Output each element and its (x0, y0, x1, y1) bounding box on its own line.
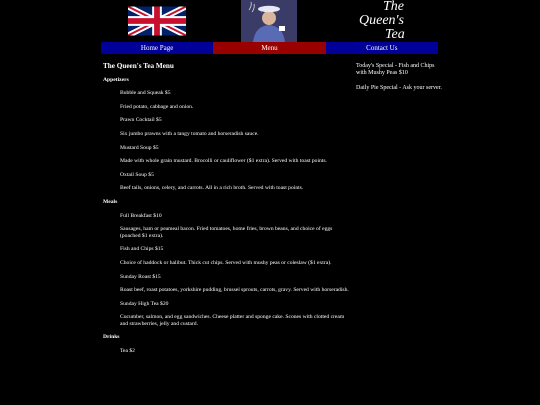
menu-item-name: Mustard Soup $5 (120, 144, 159, 151)
menu-item-desc: Six jumbo prawns with a tangy tomato and horseradish sauce. (120, 130, 259, 137)
union-jack-flag-image (128, 6, 186, 36)
menu-item-name: Bubble and Squeak $5 (120, 90, 171, 97)
section-heading-drinks: Drinks (103, 334, 120, 341)
nav-home-link[interactable]: Home Page (101, 42, 213, 54)
nav-contact-link[interactable]: Contact Us (326, 42, 438, 54)
menu-item-name: Fish and Chips $15 (120, 246, 164, 253)
special-text: Daily Pie Special - Ask your server. (356, 85, 442, 91)
menu-item-desc: Cucumber, salmon, and egg sandwiches. Cheese platter and sponge cake. Scones with clotted cream and strawberries, jelly and custard. (120, 314, 345, 327)
nav-menu-link[interactable]: Menu (213, 42, 325, 54)
menu-item-desc: Made with whole grain mustard. Brocolli or cauliflower ($1 extra). Served with toast points. (120, 158, 327, 165)
menu-item-desc: Fried potato, cabbage and onion. (120, 103, 194, 110)
menu-item-name: Full Breakfast $10 (120, 212, 162, 219)
header (0, 0, 540, 42)
main-nav (101, 42, 438, 54)
brand-line-2: Queen's (359, 13, 404, 28)
brand-line-1: The (383, 0, 404, 14)
menu-item-name: Prawn Cocktail $5 (120, 117, 162, 124)
menu-item-name: Tea $2 (120, 348, 135, 355)
brand-logo (357, 0, 437, 43)
menu-item-desc: Beef tails, onions, celery, and carrots. All in a rich broth. Served with toast points. (120, 185, 304, 192)
menu-item-desc: Roast beef, roast potatoes, yorkshire pudding, brussel sprouts, carrots, gravy. Served with horseradish. (120, 287, 349, 294)
section-heading-appetizers: Appetizers (103, 76, 129, 83)
special-text: Today's Special - Fish and Chips with Mushy Peas $10 (356, 63, 435, 76)
menu-item-desc: Sausages, ham or peameal bacon. Fried tomatoes, home fries, brown beans, and choice of eggs (poached $1 extra). (120, 226, 333, 239)
page-title: The Queen's Tea Menu (103, 62, 174, 70)
menu-content (103, 63, 353, 362)
menu-item-name: Sunday Roast $15 (120, 273, 161, 280)
specials-sidebar (356, 63, 442, 100)
queen-portrait-image (241, 0, 297, 42)
section-heading-meals: Meals (103, 198, 118, 205)
menu-item-name: Oxtail Soup $5 (120, 171, 154, 178)
menu-item-name: Sunday High Tea $20 (120, 300, 169, 307)
menu-item-desc: Choice of haddock or halibut. Thick cut chips. Served with mushy peas or coleslaw ($1 extra). (120, 259, 332, 266)
brand-line-3: Tea (385, 27, 405, 42)
